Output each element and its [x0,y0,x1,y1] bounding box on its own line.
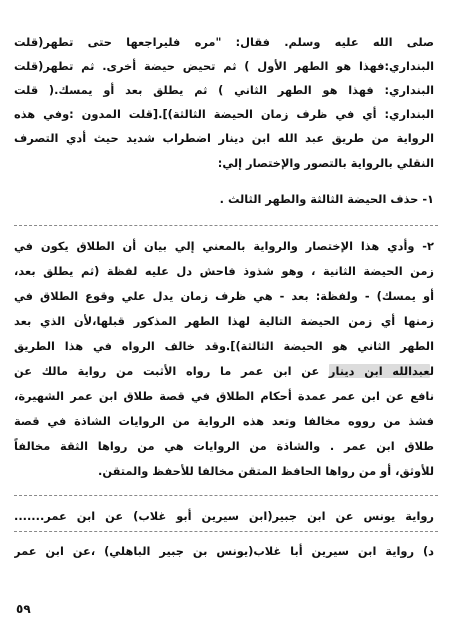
list-item: ٢- وأدي هذا الإختصار والرواية بالمعني إلي بيان أن الطلاق يكون في [14,239,434,253]
section-heading: رواية يونس عن ابن جبير(ابن سيرين أبو غلاب) عن ابن عمر....... [14,509,434,523]
section-divider [14,225,438,226]
text-line: البنداري: فهذا هو الطهر الثاني ) ثم يطلق بعد أو يمسك.( قلت [14,83,434,97]
text-line: للأوثق، أو من رواها الحافظ المتقن مخالفا للأحفظ والمتقن. [98,464,434,478]
text-line: البنداري:فهذا هو الطهر الأول ) ثم تحيض حيضة أخرى. ثم تطهر(قلت [14,59,434,73]
text-line: الرواية من طريق عبد الله ابن دينار اضطراب شديد حيث أدي التصرف [14,131,434,145]
text-line: طلاق ابن عمر . والشاذة من الروايات هي من رواها الثقة مخالفاً [14,439,434,453]
section-divider [14,531,438,532]
text-line: زمنها أي زمن الحيضة التالية لهذا الطهر المذكور قبلها،لأن الذي بعد [14,314,434,328]
text-line: نافع عن ابن عمر عمدة أحكام الطلاق في قصة طلاق ابن عمر الشهيرة، [14,389,434,403]
text-line: النقلي بالرواية بالتصور والإختصار إلي: [217,156,434,170]
text-line: الطهر الثاني هو الحيضة الثالثة)].وقد خالف الرواه في هذا الطريق [14,339,434,353]
text-line: لعبدالله ابن دينار عن ابن عمر ما رواه الأثبت من رواية مالك عن [14,364,434,378]
text-line: د) رواية ابن سيرين أبا غلاب(يونس بن جبير الباهلي) ،عن ابن عمر [14,544,434,558]
text-line: أو يمسك) - ولفظة: بعد - هي ظرف زمان يدل علي وقوع الطلاق في [14,289,434,303]
highlighted-phrase: عبدالله ابن دينار [328,364,430,378]
section-divider [14,495,438,496]
page-number: ٥٩ [16,602,31,616]
text-line: فشذ من رووه مخالفا وتعد هذه الرواية من الروايات الشاذة في قصة [14,414,434,428]
list-item: ١- حذف الحيضة الثالثة والطهر الثالث . [219,192,434,206]
text-line: صلى الله عليه وسلم. فقال: "مره فليراجعها حتى تطهر(قلت [14,35,434,49]
text-line: البنداري: أي في ظرف زمان الحيضة الثالثة)].[قلت المدون :وفي هذه [14,107,434,121]
text-line: زمن الحيضة الثانية ، وهو شذوذ فاحش دل عليه لفظة (ثم يطلق بعد، [14,264,434,278]
